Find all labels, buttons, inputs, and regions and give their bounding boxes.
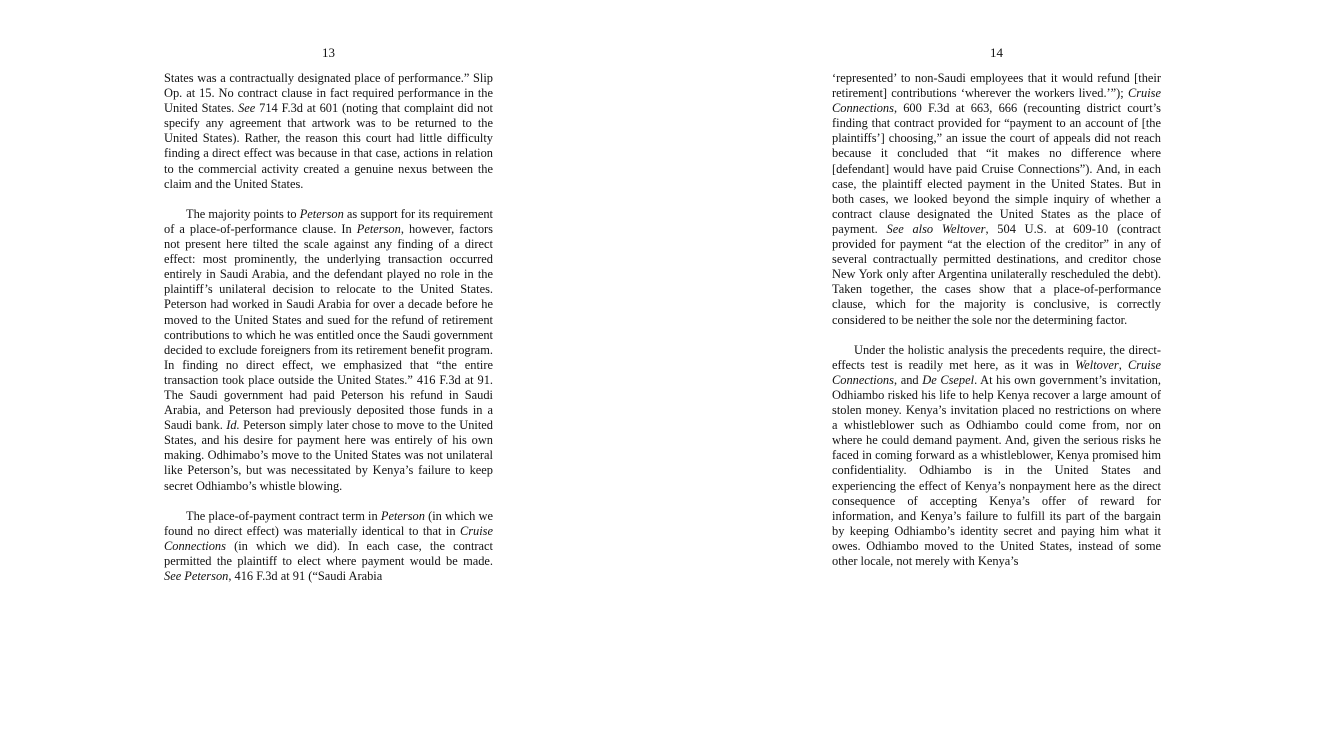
paragraph	[164, 509, 493, 584]
body-text: , 504 U.S. at 609-10 (contract provided for payment “at the election of the creditor” in any of several contractually permitted destinations, and creditor chose New York only after Argentina unilaterally rescheduled the debt). Taken together, the cases show that a place-of-performance clause, which for the majority is conclusive, is correctly considered to be neither the sole nor the determining factor.	[832, 221, 1161, 327]
italic-text: Id.	[226, 418, 240, 433]
page-number: 13	[322, 45, 335, 60]
body-text: Peterson simply later chose to move to the United States, and his desire for payment here was entirely of his own making. Odhimabo’s move to the United States was not unilateral like Peterson’s, but was necessitated by Kenya’s failure to keep secret Odhiambo’s whistle blowing.	[164, 418, 493, 493]
body-text: as support for its requirement of a place-of-performance clause. In	[164, 206, 493, 236]
italic-text: See	[238, 101, 256, 116]
body-text: States was a contractually designated place of performance.” Slip Op. at 15. No contract clause in fact required performance in the United States.	[164, 71, 493, 116]
italic-text: Cruise Connections	[164, 523, 493, 553]
italic-text: Cruise Connections	[832, 357, 1161, 387]
paragraph	[832, 71, 1161, 328]
italic-text: See also Weltover	[886, 221, 986, 236]
body-text: , and	[893, 372, 923, 387]
body-text: Under the holistic analysis the precedents require, the direct-effects test is readily met here, as it was in	[832, 342, 1161, 372]
body-text: The place-of-payment contract term in	[186, 508, 381, 523]
italic-text: See Peterson	[164, 569, 229, 584]
italic-text: Peterson	[356, 221, 401, 236]
italic-text: Peterson	[380, 508, 425, 523]
page-body	[164, 71, 493, 584]
body-text: 714 F.3d at 601 (noting that complaint did not specify any agreement that artwork was to be returned to the United States). Rather, the reason this court had little difficulty finding a direct effect was because in that case, actions in relation to the commercial activity created a genuine nexus between the claim and the United States.	[164, 101, 493, 191]
body-text: . At his own government’s invitation, Odhiambo risked his life to help Kenya recover a large amount of stolen money. Kenya’s invitation placed no restrictions on where a whistleblower such as Odhiambo could come from, nor on where he could demand payment. And, given the serious risks he faced in coming forward as a whistleblower, Kenya promised him confidentiality. Odhiambo is in the United States and experiencing the effect of Kenya’s nonpayment here as the direct consequence of accepting Kenya’s offer of reward for information, and Kenya’s failure to fulfill its part of the bargain by keeping Odhiambo’s identity secret and paying him what it owes. Odhiambo moved to the United States, instead of some other locale, not merely with Kenya’s	[832, 372, 1161, 568]
body-text: , 416 F.3d at 91 (“Saudi Arabia	[228, 569, 383, 584]
body-text: (in which we did). In each case, the contract permitted the plaintiff to elect where payment would be made.	[164, 538, 493, 568]
body-text: , however, factors not present here tilted the scale against any finding of a direct effect: most prominently, the underlying transaction occurred entirely in Saudi Arabia, and the defendant played no role in the plaintiff’s unilateral decision to relocate to the United States. Peterson had worked in Saudi Arabia for over a decade before he moved to the United States and sued for the refund of retirement contributions to which he was entitled once the Saudi government decided to exclude foreigners from its retirement benefit program. In finding no direct effect, we emphasized that “the entire transaction took place outside the United States.” 416 F.3d at 91. The Saudi government had paid Peterson his refund in Saudi Arabia, and Peterson had previously deposited those funds in a Saudi bank.	[164, 221, 494, 433]
page-body	[832, 71, 1161, 569]
body-text: (in which we found no direct effect) was materially identical to that in	[164, 508, 494, 538]
italic-text: Cruise Connections	[832, 86, 1161, 116]
italic-text: Peterson	[299, 206, 344, 221]
page-number: 14	[990, 45, 1003, 60]
right-page	[832, 45, 1161, 569]
paragraph	[164, 71, 493, 192]
body-text: ,	[1118, 357, 1128, 372]
left-page	[164, 45, 493, 584]
paragraph	[832, 343, 1161, 569]
body-text: The majority points to	[186, 206, 300, 221]
paragraph	[164, 207, 493, 494]
body-text: ‘represented’ to non-Saudi employees that it would refund [their retirement] contributions ‘wherever the workers lived.’”);	[832, 71, 1161, 101]
body-text: , 600 F.3d at 663, 666 (recounting district court’s finding that contract provided for “payment to an account of [the plaintiffs’] choosing,” an issue the court of appeals did not reach because it concluded that “it makes no difference where [defendant] would have paid Cruise Connections”). And, in each case, the plaintiff elected payment in the United States. But in both cases, we looked beyond the simple inquiry of whether a contract clause designated the United States as the place of payment.	[832, 101, 1161, 236]
italic-text: Weltover	[1075, 357, 1119, 372]
italic-text: De Csepel	[922, 372, 975, 387]
